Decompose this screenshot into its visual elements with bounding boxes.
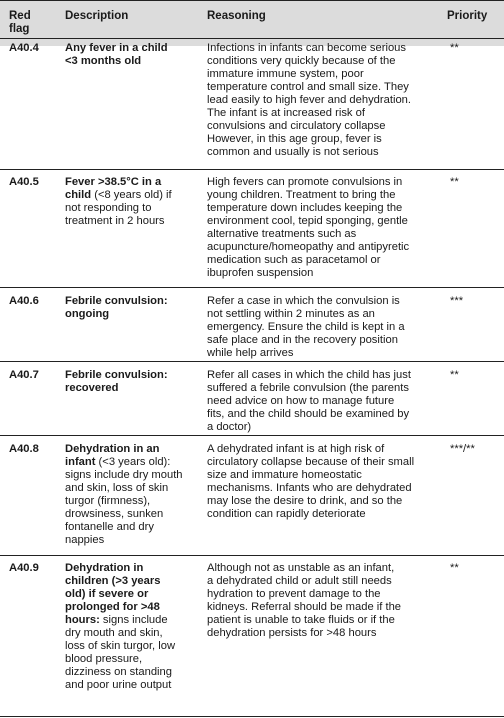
row-reasoning-a40-6: Refer a case in which the convulsion is not settling within 2 minutes as an emergency. Ensure the child is kept in a safe place and in the recovery position while help arrives (207, 295, 405, 359)
row-description-a40-7 (65, 369, 168, 395)
row-flag-a40-4: A40.4 (9, 42, 39, 54)
row-flag-a40-8: A40.8 (9, 443, 39, 455)
row-priority-a40-5: ** (450, 176, 459, 188)
table-bottom-rule (0, 716, 504, 717)
row-divider (0, 435, 504, 436)
row-reasoning-a40-7: Refer all cases in which the child has just suffered a febrile convulsion (the parents need advice on how to manage future fits, and the child should be examined by a doctor) (207, 369, 411, 433)
description-bold: Fever >38.5°C in a child (65, 176, 162, 201)
description-text: (<8 years old) if not responding to treatment in 2 hours (65, 189, 172, 227)
row-flag-a40-9: A40.9 (9, 562, 39, 574)
row-description-a40-5 (65, 176, 172, 228)
header-description: Description (65, 10, 129, 22)
row-divider (0, 361, 504, 362)
header-priority: Priority (447, 10, 488, 22)
row-priority-a40-7: ** (450, 369, 459, 381)
description-bold: Dehydration in children (>3 years old) if severe or prolonged for >48 hours: (65, 562, 161, 626)
description-bold: Dehydration in an infant (65, 443, 160, 468)
row-reasoning-a40-8: A dehydrated infant is at high risk of circulatory collapse because of their small size and immature homeostatic mechanisms. Infants who are dehydrated may lose the desire to drink, and so the condition can rapidly deteriorate (207, 443, 415, 520)
table-top-rule (0, 0, 504, 1)
row-divider (0, 287, 504, 288)
row-description-a40-9 (65, 562, 175, 692)
description-bold: Febrile convulsion: recovered (65, 369, 168, 394)
description-text: signs include dry mouth and skin, loss of skin turgor, low blood pressure, dizziness on standing and poor urine output (65, 614, 176, 691)
row-flag-a40-7: A40.7 (9, 369, 39, 381)
row-description-a40-4 (65, 42, 168, 68)
row-divider (0, 169, 504, 170)
row-flag-a40-6: A40.6 (9, 295, 39, 307)
header-reasoning: Reasoning (207, 10, 266, 22)
row-reasoning-a40-9: Although not as unstable as an infant, a dehydrated child or adult still needs hydration to prevent damage to the kidneys. Referral should be made if the patient is unable to take fluids or if the dehydration persists for >48 hours (207, 562, 402, 639)
row-flag-a40-5: A40.5 (9, 176, 39, 188)
description-bold: Febrile convulsion: ongoing (65, 295, 168, 320)
row-reasoning-a40-4: Infections in infants can become serious conditions very quickly because of the immature immune system, poor temperature control and small size. They lead easily to high fever and dehydration. The infant is at increased risk of convulsions and circulatory collapse However, in this age group, fever is common and usually is not serious (207, 42, 411, 158)
description-bold: Any fever in a child <3 months old (65, 42, 168, 67)
row-priority-a40-4: ** (450, 42, 459, 54)
row-description-a40-6 (65, 295, 168, 321)
row-priority-a40-6: *** (450, 295, 464, 307)
row-priority-a40-9: ** (450, 562, 459, 574)
header-red-flag: Red flag (9, 10, 31, 35)
row-description-a40-8 (65, 443, 183, 547)
header-rule (0, 38, 504, 39)
row-priority-a40-8: ***/** (450, 443, 475, 455)
table-header-background (0, 0, 504, 46)
row-divider (0, 555, 504, 556)
description-text: (<3 years old): signs include dry mouth and skin, loss of skin turgor (firmness), drowsiness, sunken fontanelle and dry nappies (65, 456, 183, 546)
row-reasoning-a40-5: High fevers can promote convulsions in young children. Treatment to bring the temperature down includes keeping the environment cool, tepid sponging, gentle alternative treatments such as acupuncture/homeopathy and antipyretic medication such as paracetamol or ibuprofen suspension (207, 176, 410, 279)
